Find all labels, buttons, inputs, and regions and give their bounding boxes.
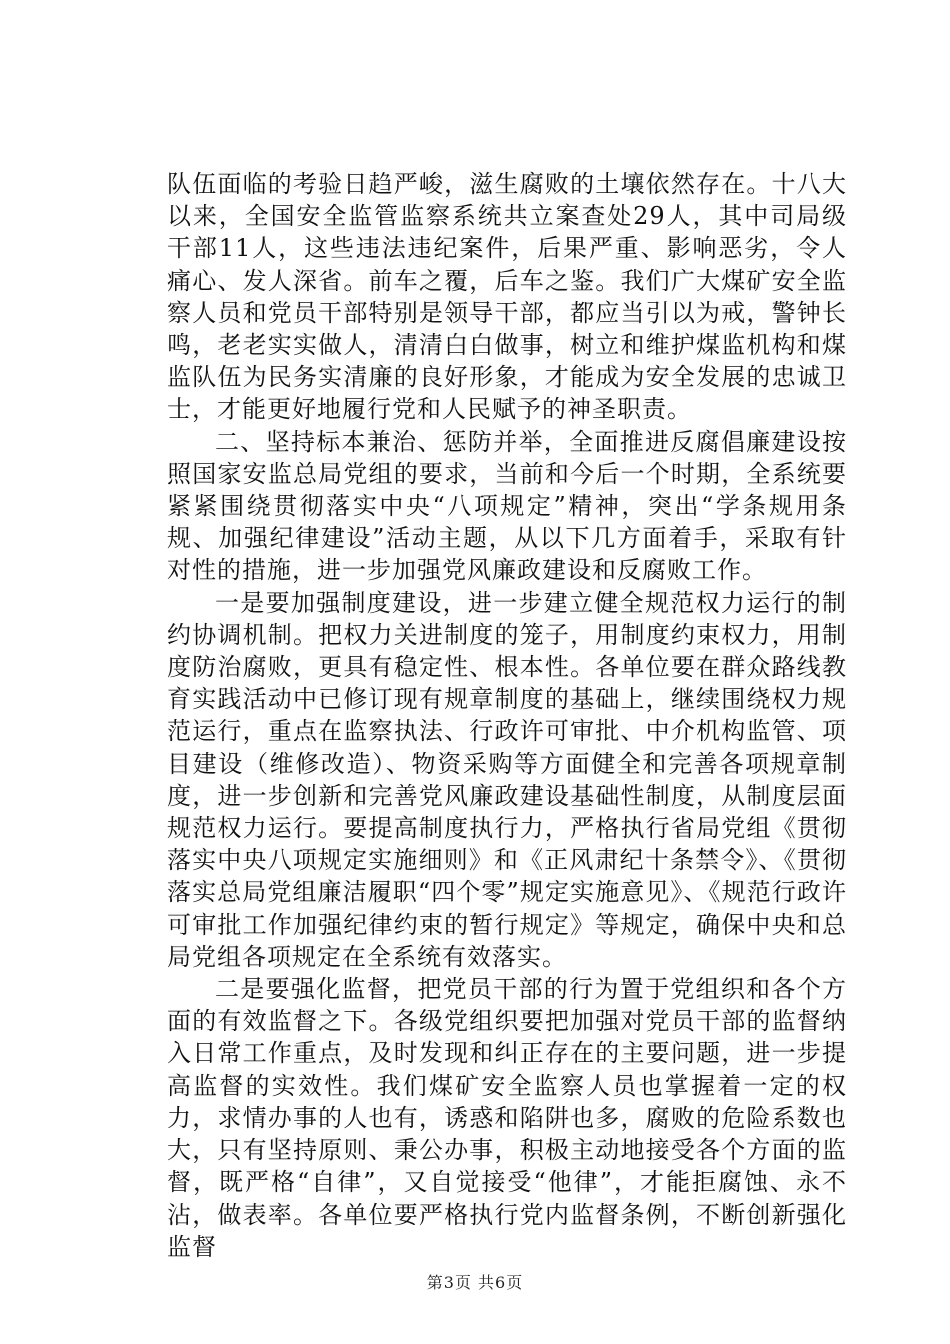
- paragraph-3: 一是要加强制度建设，进一步建立健全规范权力运行的制约协调机制。把权力关进制度的笼子，用制度约束权力，用制度防治腐败，更具有稳定性、根本性。各单位要在群众路线教育实践活动中已修订现有规章制度的基础上，继续围绕权力规范运行，重点在监察执法、行政许可审批、中介机构监管、项目建设（维修改造）、物资采购等方面健全和完善各项规章制度，进一步创新和完善党风廉政建设基础性制度，从制度层面规范权力运行。要提高制度执行力，严格执行省局党组《贯彻落实中央八项规定实施细则》和《正风肃纪十条禁令》、《贯彻落实总局党组廉洁履职“四个零”规定实施意见》、《规范行政许可审批工作加强纪律约束的暂行规定》等规定，确保中央和总局党组各项规定在全系统有效落实。: [167, 588, 847, 971]
- paragraph-4: 二是要强化监督，把党员干部的行为置于党组织和各个方面的有效监督之下。各级党组织要把加强对党员干部的监督纳入日常工作重点，及时发现和纠正存在的主要问题，进一步提高监督的实效性。我们煤矿安全监察人员也掌握着一定的权力，求情办事的人也有，诱惑和陷阱也多，腐败的危险系数也大，只有坚持原则、秉公办事，积极主动地接受各个方面的监督，既严格“自律”，又自觉接受“他律”，才能拒腐蚀、永不沾，做表率。各单位要严格执行党内监督条例，不断创新强化监督: [167, 975, 847, 1261]
- page-footer: 第3页 共6页: [426, 1273, 524, 1292]
- paragraph-1: 队伍面临的考验日趋严峻，滋生腐败的土壤依然存在。十八大以来，全国安全监管监察系统共立案查处29人，其中司局级干部11人，这些违法违纪案件，后果严重、影响恶劣，令人痛心、发人深省。前车之覆，后车之鉴。我们广大煤矿安全监察人员和党员干部特别是领导干部，都应当引以为戒，警钟长鸣，老老实实做人，清清白白做事，树立和维护煤监机构和煤监队伍为民务实清廉的良好形象，才能成为安全发展的忠诚卫士，才能更好地履行党和人民赋予的神圣职责。: [167, 170, 847, 424]
- paragraph-2: 二、坚持标本兼治、惩防并举，全面推进反腐倡廉建设按照国家安监总局党组的要求，当前和今后一个时期，全系统要紧紧围绕贯彻落实中央“八项规定”精神，突出“学条规用条规、加强纪律建设”活动主题，从以下几方面着手，采取有针对性的措施，进一步加强党风廉政建设和反腐败工作。: [167, 427, 847, 585]
- document-body: [167, 168, 847, 1263]
